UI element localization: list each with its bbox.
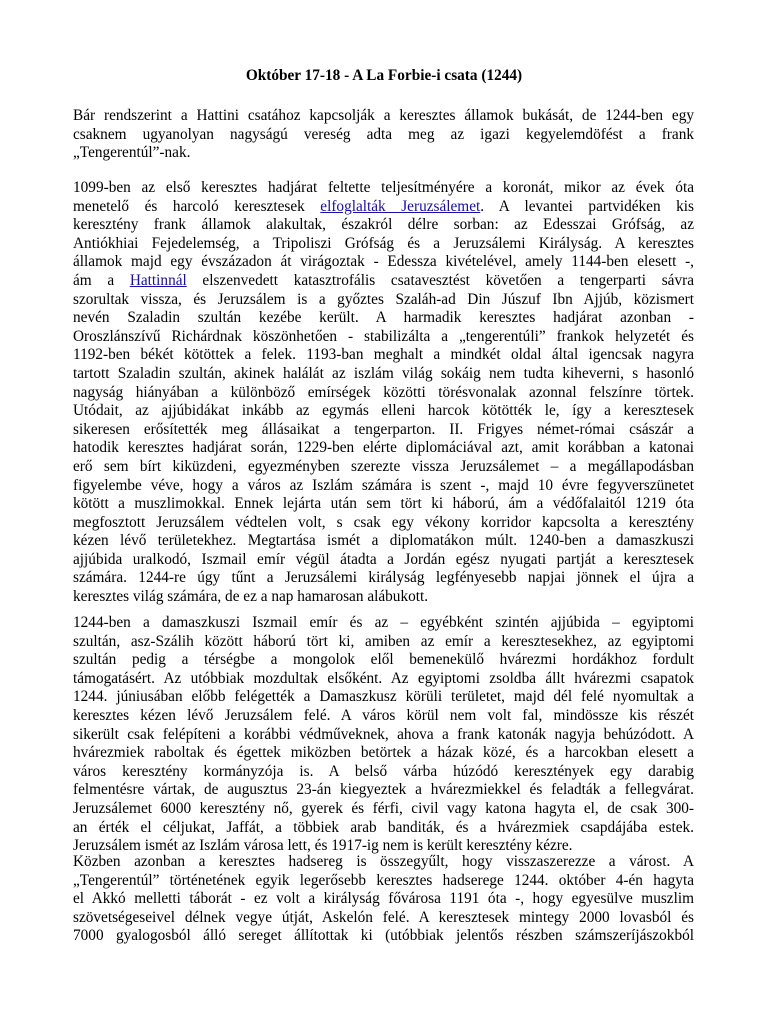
- paragraph-intro: [73, 107, 694, 163]
- text-line: 7000 gyalogosból álló sereget állítottak ki (utóbbiak jelentős részben számszeríjászokból: [73, 927, 694, 945]
- page-title: Október 17-18 - A La Forbie-i csata (1244): [245, 67, 523, 84]
- text-line: szultán, asz-Szálih között háború tört ki, amiben az emír a keresztesekhez, az egyiptomi: [73, 632, 694, 650]
- text-line: keresztény frank államok alakultak, északról délre sorban: az Edesszai Grófság, az: [73, 216, 694, 234]
- text-line: nevén Szaladin szultán kezébe került. A harmadik keresztes hadjárat azonban -: [73, 309, 694, 327]
- text-line: el Akkó melletti táborát - ez volt a királyság fővárosa 1191 óta -, hogy egyesülve muszlim: [73, 890, 694, 908]
- text-line: 1192-ben békét kötöttek a felek. 1193-ban meghalt a mindkét oldal által igencsak nagyra: [73, 346, 694, 364]
- text-line: menetelő és harcoló keresztesek elfoglalták Jeruzsálemet. A levantei partvidéken kis: [73, 197, 694, 215]
- text-line: Oroszlánszívű Richárdnak köszönhetően - stabilizálta a „tengerentúli” frankok helyzetét és: [73, 327, 694, 345]
- text-line: an érték el céljukat, Jaffát, a többiek arab banditák, és a hvárezmiek csapdájába estek.: [73, 818, 694, 836]
- text-line: erő sem bírt kiküzdeni, egyezményben szerezte vissza Jeruzsálemet – a megállapodásban: [73, 457, 694, 475]
- text-line: kézen lévő területekhez. Megtartása ismét a diplomatákon múlt. 1240-ben a damaszkuszi: [73, 532, 694, 550]
- text-line: hatodik keresztes hadjárat során, 1229-ben elérte diplomáciával azt, amit korábban a katonai: [73, 439, 694, 457]
- text-line: „Tengerentúl” történetének egyik legerősebb keresztes hadserege 1244. október 4-én hagyta: [73, 871, 694, 889]
- text-line: csaknem ugyanolyan nagyságú vereség adta meg az igazi kegyelemdöfést a frank: [73, 125, 694, 143]
- paragraph-1244-events: [73, 614, 694, 856]
- text-line: államok majd egy évszázadon át virágoztak - Edessza kivételével, amely 1144-ben elesett -,: [73, 253, 694, 271]
- text-line: megfosztott Jeruzsálem védtelen volt, s csak egy vékony korridor kapcsolta a keresztény: [73, 513, 694, 531]
- text-line: nagyság hiányában a különböző emírségek közötti törésvonalak azonnal felszínre törtek.: [73, 383, 694, 401]
- text-line: szövetségeseivel délnek vegye útját, Askelón felé. A keresztesek mintegy 2000 lovasból és: [73, 908, 694, 926]
- text-line: szultán pedig a térségbe a mongolok elől bemenekülő hvárezmi hordákhoz fordult: [73, 651, 694, 669]
- text-line: keresztes kézen lévő Jeruzsálem felé. A város körül nem volt fal, mindössze kis részét: [73, 706, 694, 724]
- text-line: Jeruzsálemet 6000 keresztény nő, gyerek és férfi, civil vagy katona hagyta el, de csak 300-: [73, 799, 694, 817]
- text-line: ajjúbida uralkodó, Iszmail emír végül átadta a Jordán egész nyugati partját a keresztesek: [73, 550, 694, 568]
- text-line: Közben azonban a keresztes hadsereg is összegyűlt, hogy visszaszerezze a várost. A: [73, 853, 694, 870]
- text-line: Utódait, az ajjúbidákat inkább az egymás elleni harcok kötötték le, így a keresztesek: [73, 402, 694, 420]
- paragraph-crusader-army: [73, 853, 694, 946]
- text-line: 1244. júniusában előbb felégették a Damaszkusz körüli területet, majd dél felé nyomultak a: [73, 688, 694, 706]
- text-line: Bár rendszerint a Hattini csatához kapcsolják a keresztes államok bukását, de 1244-ben egy: [73, 107, 694, 124]
- text-line: tartott Szaladin szultán, akinek halálát az iszlám világ sokáig nem tudta kiheverni, s hasonló: [73, 364, 694, 382]
- text-line: keresztes világ számára, de ez a nap hamarosan alábukott.: [73, 588, 429, 606]
- text-line: kötött a muszlimokkal. Ennek lejárta után sem tört ki háború, ám a védőfalaitól 1219 óta: [73, 495, 694, 513]
- text-line: felmentésre vártak, de augusztus 23-án kiegyeztek a hvárezmiekkel és feladták a fellegvárat.: [73, 781, 694, 799]
- link-hattin[interactable]: Hattinnál: [129, 271, 187, 289]
- text-line: hvárezmiek raboltak és égettek miközben betörtek a házak közé, és a harcokban elesett a: [73, 744, 694, 762]
- text-line: sikerült csak felépíteni a korábbi védműveknek, ahova a frank katonák nagyja behúzódott. A: [73, 725, 694, 743]
- paragraph-background: [73, 179, 694, 607]
- text-line: figyelembe véve, hogy a város az Iszlám számára is szent -, majd 10 évre fegyverszünetet: [73, 476, 694, 494]
- text-line: Jeruzsálem ismét az Iszlám városa lett, és 1917-ig nem is került keresztény kézre.: [73, 837, 573, 855]
- text-line: 1099-ben az első keresztes hadjárat feltette teljesítményére a koronát, mikor az évek óta: [73, 179, 694, 196]
- text-line: számára. 1244-re úgy tűnt a Jeruzsálemi királyság legfényesebb napjai jönnek el újra a: [73, 569, 694, 587]
- text-line: támogatásért. Az utóbbiak mozdultak elsőként. Az egyiptomi zsoldba állt hvárezmi csapatok: [73, 669, 694, 687]
- text-line: sikeresen erősítették meg állásaikat a tengerparton. II. Frigyes német-római császár a: [73, 420, 694, 438]
- text-line: ám a Hattinnál elszenvedett katasztrofális csatavesztést követően a tengerparti sávra: [73, 271, 694, 289]
- text-line: 1244-ben a damaszkuszi Iszmail emír és az – egyébként szintén ajjúbida – egyiptomi: [73, 614, 694, 631]
- text-line: „Tengerentúl”-nak.: [73, 144, 191, 162]
- text-line: Antiókhiai Fejedelemség, a Tripoliszi Grófság és a Jeruzsálemi Királyság. A keresztes: [73, 234, 694, 252]
- link-jerusalem-capture[interactable]: elfoglalták Jeruzsálemet: [320, 197, 481, 215]
- text-line: város keresztény kormányzója is. A belső várba húzódó keresztények egy darabig: [73, 762, 694, 780]
- text-line: szorultak vissza, és Jeruzsálem is a győztes Szaláh-ad Din Júszuf Ibn Ajjúb, közismert: [73, 290, 694, 308]
